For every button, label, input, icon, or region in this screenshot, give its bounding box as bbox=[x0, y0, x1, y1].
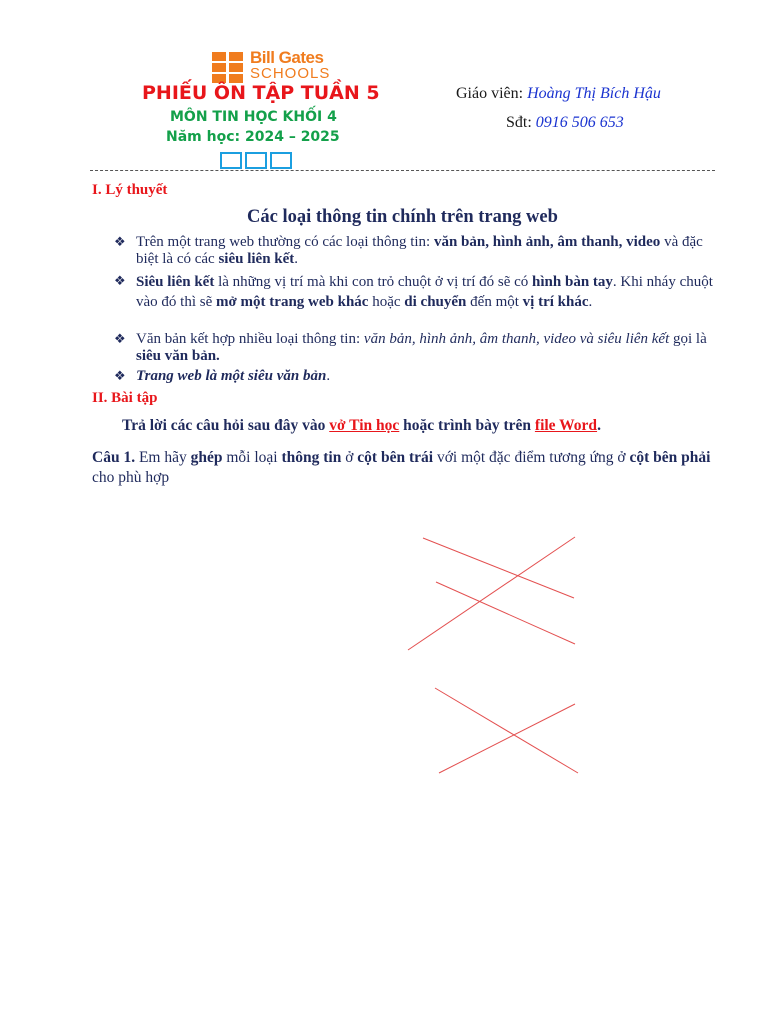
text-span: cột bên trái bbox=[357, 449, 434, 466]
bullet-icon: ❖ bbox=[114, 369, 126, 384]
teacher-name: Hoàng Thị Bích Hậu bbox=[527, 85, 661, 102]
phone-label: Sđt: bbox=[506, 114, 536, 131]
school-year: Năm học: 2024 – 2025 bbox=[166, 129, 340, 145]
bullet-icon: ❖ bbox=[114, 332, 126, 347]
teacher-label: Giáo viên: bbox=[456, 85, 528, 102]
phone-number: 0916 506 653 bbox=[535, 114, 624, 131]
text-span: mở một trang web khác bbox=[216, 294, 369, 310]
text-span: cột bên phải bbox=[629, 449, 711, 466]
text-span: ở bbox=[341, 449, 358, 466]
text-span: . bbox=[588, 294, 593, 310]
text-span: . Khi nháy chuột vào đó thì sẽ bbox=[136, 274, 713, 310]
text-span: Siêu liên kết bbox=[136, 274, 215, 290]
text-span: mỗi loại bbox=[222, 449, 282, 466]
text-span: hoặc bbox=[368, 294, 405, 310]
text-span: gọi là bbox=[669, 331, 707, 347]
text-span: Văn bản kết hợp nhiều loại thông tin: bbox=[136, 331, 364, 347]
text-span: với một đặc điểm tương ứng ở bbox=[433, 449, 630, 466]
text-span: cho phù hợp bbox=[92, 469, 170, 486]
text-span: di chuyển bbox=[404, 294, 467, 310]
text-span: . bbox=[294, 251, 299, 267]
section-1-label: I. Lý thuyết bbox=[92, 182, 168, 198]
text-span: vị trí khác bbox=[522, 294, 589, 310]
text-span: là những vị trí mà khi con trỏ chuột ở vị trí đó sẽ có bbox=[214, 274, 533, 290]
match-line bbox=[439, 704, 575, 773]
match-line bbox=[435, 688, 578, 773]
text-span: thông tin bbox=[281, 449, 342, 466]
bullet-icon: ❖ bbox=[114, 235, 126, 250]
text-span: văn bản, hình ảnh, âm thanh, video bbox=[433, 234, 661, 250]
subject-line: MÔN TIN HỌC KHỐI 4 bbox=[170, 109, 337, 125]
text-span: siêu văn bản. bbox=[136, 348, 220, 364]
text-span: đến một bbox=[466, 294, 523, 310]
logo-line1: Bill Gates bbox=[250, 48, 324, 67]
text-span: Trang web là một siêu văn bản bbox=[136, 368, 327, 384]
text-span: hoặc trình bày trên bbox=[399, 417, 535, 434]
text-span: Trên một trang web thường có các loại thông tin: bbox=[136, 234, 434, 250]
text-span: . bbox=[597, 417, 601, 434]
section-2-label: II. Bài tập bbox=[92, 390, 158, 406]
section-1-heading: Các loại thông tin chính trên trang web bbox=[247, 207, 558, 227]
match-line bbox=[436, 582, 575, 644]
text-span: ghép bbox=[190, 449, 223, 466]
bullet-icon: ❖ bbox=[114, 274, 126, 289]
text-span: Trả lời các câu hỏi sau đây vào bbox=[122, 417, 330, 434]
logo-line2: SCHOOLS bbox=[250, 65, 331, 82]
text-span: và đặc biệt là có các bbox=[136, 234, 703, 267]
text-span: . bbox=[326, 368, 331, 384]
text-span: hình bàn tay bbox=[532, 274, 613, 290]
notebook-link: vở Tin học bbox=[329, 417, 400, 434]
text-span: văn bản, hình ảnh, âm thanh, video và siêu liên kết bbox=[363, 331, 670, 347]
word-file-link: file Word bbox=[534, 417, 598, 434]
worksheet-title: PHIẾU ÔN TẬP TUẦN 5 bbox=[142, 82, 380, 104]
text-span: Em hãy bbox=[135, 449, 191, 466]
question-number: Câu 1. bbox=[92, 449, 136, 466]
text-span: siêu liên kết bbox=[218, 251, 295, 267]
